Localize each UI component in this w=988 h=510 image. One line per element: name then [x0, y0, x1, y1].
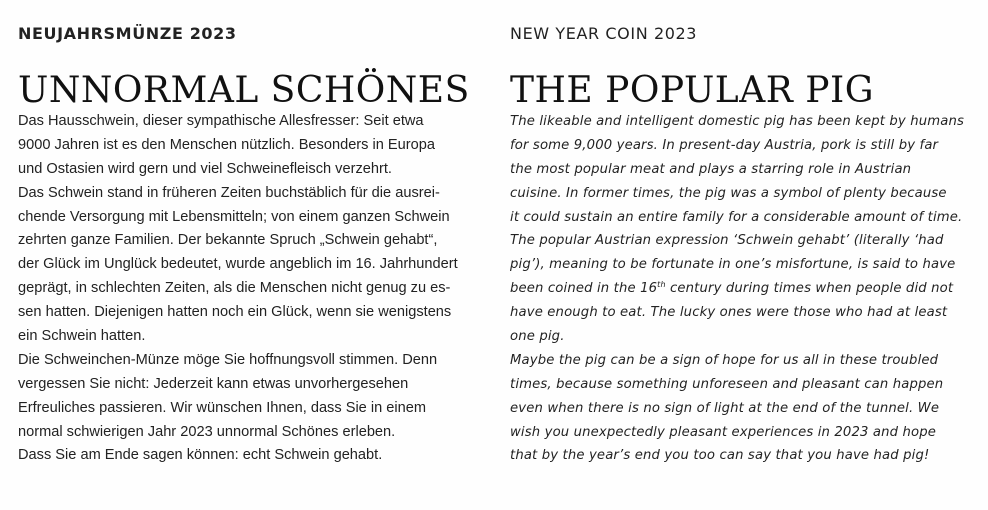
german-body-line: Dass Sie am Ende sagen können: echt Schwein gehabt. — [18, 447, 383, 464]
english-kicker: NEW YEAR COIN 2023 — [510, 24, 698, 43]
german-body-line: vergessen Sie nicht: Jederzeit kann etwas unvorhergesehen — [18, 375, 409, 392]
german-body-line: Das Schwein stand in früheren Zeiten buchstäblich für die ausrei- — [18, 184, 440, 201]
german-body-line: zehrten ganze Familien. Der bekannte Spruch „Schwein gehabt“, — [18, 232, 438, 249]
english-body-line: pig’), meaning to be fortunate in one’s misfortune, is said to have — [510, 257, 956, 273]
english-body-line: cuisine. In former times, the pig was a symbol of plenty because — [510, 185, 947, 201]
english-body-line: the most popular meat and plays a starring role in Austrian — [510, 161, 912, 177]
german-body-line: 9000 Jahren ist es den Menschen nützlich. Besonders in Europa — [18, 136, 435, 153]
english-body-line: that by the year’s end you too can say that you have had pig! — [510, 448, 930, 464]
english-body-line: it could sustain an entire family for a considerable amount of time. — [510, 209, 963, 225]
english-body-line: for some 9,000 years. In present-day Austria, pork is still by far — [510, 137, 939, 153]
english-column — [510, 0, 980, 510]
ordinal-suffix: th — [657, 280, 666, 290]
german-headline: UNNORMAL SCHÖNES — [18, 70, 470, 112]
german-body-line: Erfreuliches passieren. Wir wünschen Ihnen, dass Sie in einem — [18, 399, 427, 416]
german-column — [18, 0, 478, 510]
english-line-text: century during times when people did not — [665, 281, 954, 297]
german-body-line: und Ostasien wird gern und viel Schweinefleisch verzehrt. — [18, 160, 392, 177]
english-line-text: been coined in the 16 — [510, 281, 658, 297]
german-body-line: Das Hausschwein, dieser sympathische Allesfresser: Seit etwa — [18, 113, 424, 129]
german-body-line: Die Schweinchen-Münze möge Sie hoffnungsvoll stimmen. Denn — [18, 351, 438, 368]
english-body-line: even when there is no sign of light at the end of the tunnel. We — [510, 400, 940, 416]
german-body-text — [18, 110, 458, 468]
german-body-line: ein Schwein hatten. — [18, 328, 146, 345]
english-body-text — [510, 110, 964, 468]
english-body-line: The popular Austrian expression ‘Schwein gehabt’ (literally ‘had — [510, 233, 944, 249]
english-body-line: one pig. — [510, 329, 565, 345]
english-headline: THE POPULAR PIG — [510, 70, 874, 112]
german-kicker: NEUJAHRSMÜNZE 2023 — [18, 24, 237, 43]
english-body-line — [510, 277, 964, 301]
german-body-line: geprägt, in schlechten Zeiten, als die Menschen nicht genug zu es- — [18, 280, 451, 297]
english-body-line: The likeable and intelligent domestic pig has been kept by humans — [510, 114, 964, 129]
english-body-line: Maybe the pig can be a sign of hope for us all in these troubled — [510, 352, 939, 368]
german-body-line: chende Versorgung mit Lebensmitteln; von einem ganzen Schwein — [18, 208, 450, 225]
english-body-line: times, because something unforeseen and pleasant can happen — [510, 376, 944, 392]
german-body-line: normal schwierigen Jahr 2023 unnormal Schönes erleben. — [18, 423, 396, 440]
english-body-line: have enough to eat. The lucky ones were those who had at least — [510, 305, 948, 321]
english-body-line: wish you unexpectedly pleasant experiences in 2023 and hope — [510, 424, 936, 440]
german-body-line: der Glück im Unglück bedeutet, wurde angeblich im 16. Jahrhundert — [18, 256, 458, 273]
german-body-line: sen hatten. Diejenigen hatten noch ein Glück, wenn sie wenigstens — [18, 304, 452, 321]
